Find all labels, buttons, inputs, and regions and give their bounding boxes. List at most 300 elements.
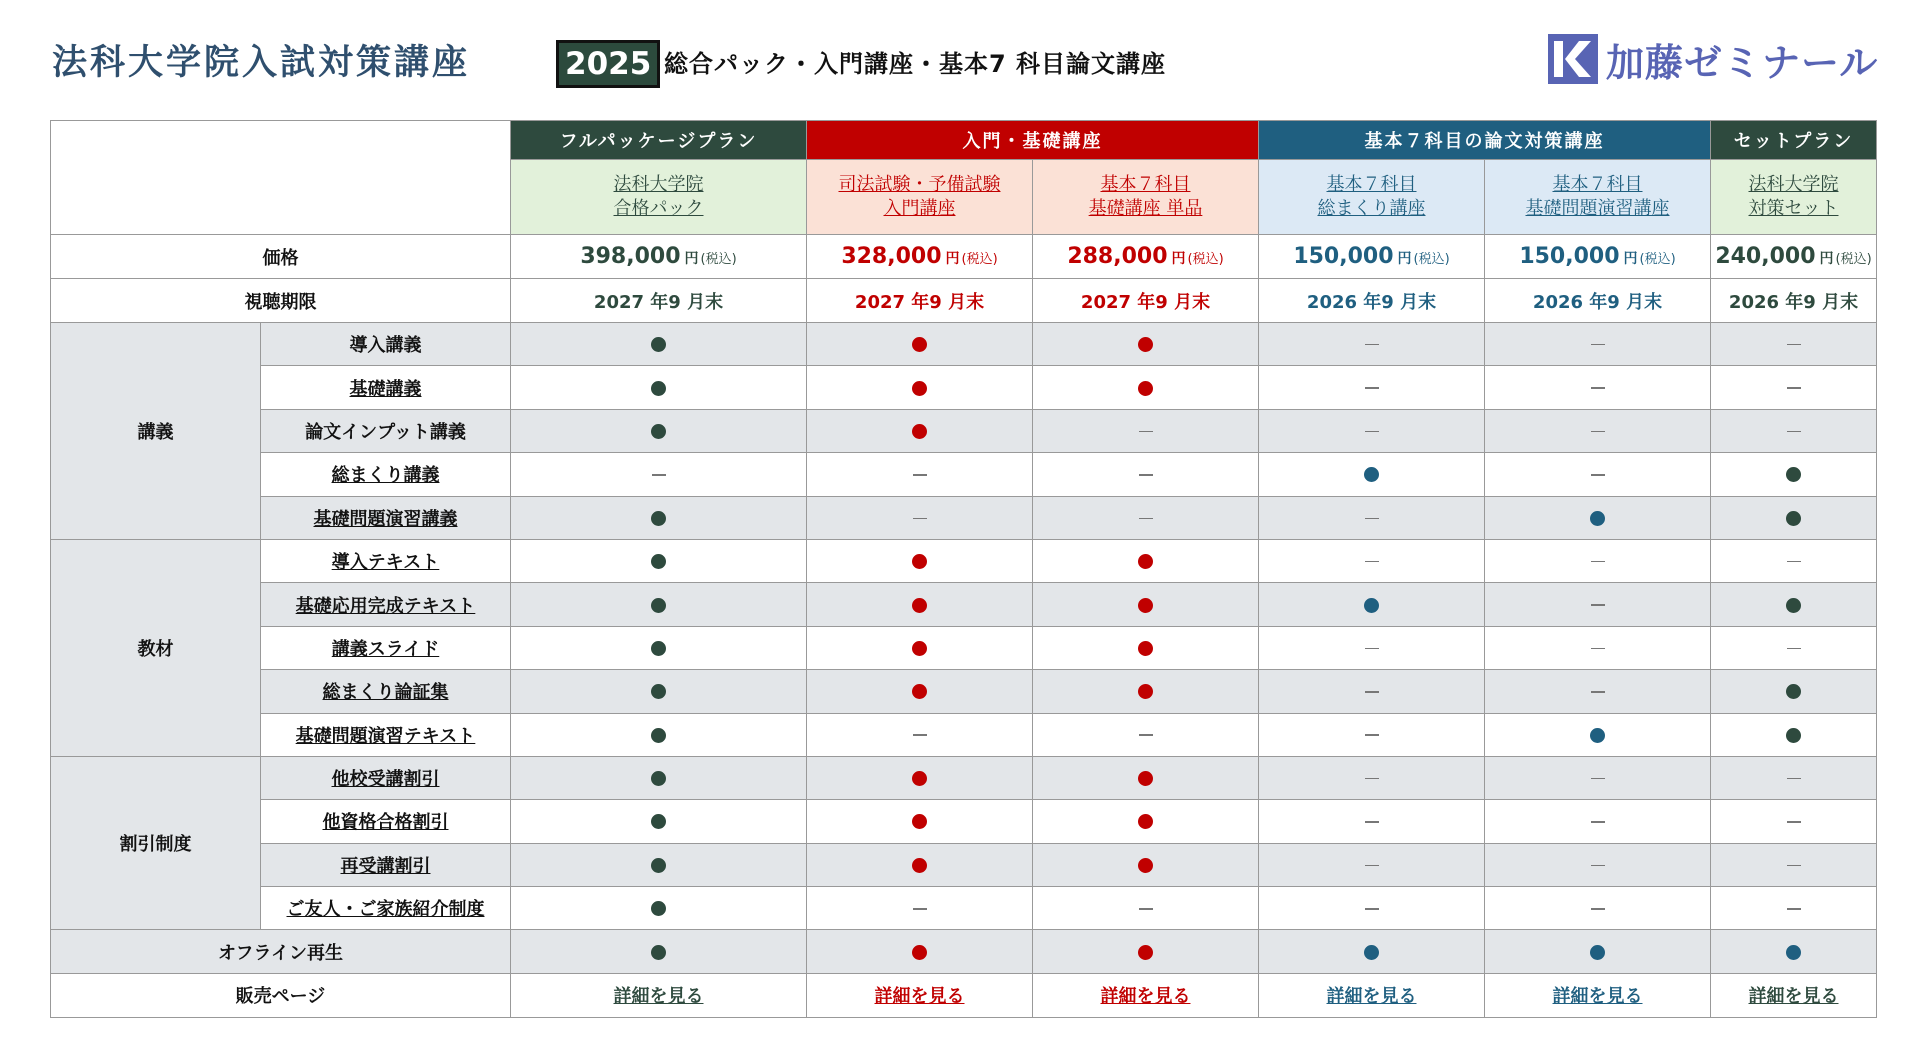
price-cell [807, 235, 1033, 279]
included-dot-icon [651, 771, 666, 786]
feature-label[interactable]: 基礎問題演習テキスト [295, 725, 476, 747]
feature-cell [1711, 583, 1877, 626]
group-header-set: セットプラン [1711, 121, 1877, 160]
not-included-dash-icon [1365, 821, 1379, 823]
period-label: 視聴期限 [51, 279, 511, 323]
included-dot-icon [1138, 641, 1153, 656]
included-dot-icon [651, 598, 666, 613]
included-dot-icon [1786, 728, 1801, 743]
not-included-dash-icon [1591, 865, 1605, 867]
feature-cell [1033, 800, 1259, 843]
feature-cell [807, 930, 1033, 973]
feature-row [51, 800, 1877, 843]
detail-link[interactable]: 詳細を見る [1100, 986, 1191, 1008]
included-dot-icon [1786, 945, 1801, 960]
not-included-dash-icon [1787, 648, 1801, 650]
price-cell [1711, 235, 1877, 279]
course-name-line1: 基本７科目 [1552, 174, 1643, 195]
price-tax-note: (税込) [961, 252, 998, 267]
feature-cell [1485, 756, 1711, 799]
included-dot-icon [1138, 381, 1153, 396]
feature-cell [1485, 843, 1711, 886]
course-name-line1: 法科大学院 [613, 174, 704, 195]
course-link[interactable] [614, 173, 704, 221]
feature-row [51, 453, 1877, 496]
feature-cell [1259, 930, 1485, 973]
feature-cell [1259, 713, 1485, 756]
included-dot-icon [651, 945, 666, 960]
feature-cell [1033, 409, 1259, 452]
category-label-discount: 割引制度 [51, 756, 261, 930]
feature-cell [1485, 800, 1711, 843]
not-included-dash-icon [1139, 431, 1153, 433]
price-value: 328,000 [841, 244, 942, 269]
course-name-line1: 司法試験・予備試験 [838, 174, 1001, 195]
feature-label-cell [261, 366, 511, 409]
price-value: 240,000 [1715, 244, 1816, 269]
price-cell [1485, 235, 1711, 279]
included-dot-icon [912, 381, 927, 396]
not-included-dash-icon [913, 908, 927, 910]
course-header-cell [1259, 160, 1485, 235]
included-dot-icon [912, 945, 927, 960]
feature-cell [1259, 756, 1485, 799]
included-dot-icon [1138, 814, 1153, 829]
feature-cell [1711, 930, 1877, 973]
feature-row [51, 496, 1877, 539]
feature-label[interactable]: 基礎応用完成テキスト [295, 595, 476, 617]
sales-link-cell [807, 973, 1033, 1017]
category-label-material: 教材 [51, 539, 261, 756]
not-included-dash-icon [1365, 387, 1379, 389]
page-subtitle: 総合パック・入門講座・基本7 科目論文講座 [664, 50, 1167, 78]
included-dot-icon [1590, 945, 1605, 960]
feature-label[interactable]: 他資格合格割引 [322, 812, 449, 834]
not-included-dash-icon [1365, 908, 1379, 910]
feature-cell [1711, 366, 1877, 409]
price-tax-note: (税込) [1835, 252, 1872, 267]
included-dot-icon [912, 771, 927, 786]
course-header-cell [807, 160, 1033, 235]
period-cell: 2027 年9 月末 [807, 279, 1033, 323]
included-dot-icon [912, 814, 927, 829]
not-included-dash-icon [1787, 778, 1801, 780]
price-unit: 円 [1397, 251, 1412, 267]
feature-cell [1485, 626, 1711, 669]
feature-cell [1033, 583, 1259, 626]
feature-cell [1033, 670, 1259, 713]
feature-cell [1259, 670, 1485, 713]
feature-cell [807, 670, 1033, 713]
feature-cell [1259, 366, 1485, 409]
not-included-dash-icon [1591, 691, 1605, 693]
not-included-dash-icon [1787, 865, 1801, 867]
feature-row [51, 366, 1877, 409]
feature-cell [1259, 323, 1485, 366]
feature-cell [807, 756, 1033, 799]
feature-label[interactable]: 他校受講割引 [331, 769, 440, 791]
blank-header-cell [51, 121, 511, 235]
feature-cell [1259, 626, 1485, 669]
included-dot-icon [912, 858, 927, 873]
included-dot-icon [651, 728, 666, 743]
feature-cell [1259, 583, 1485, 626]
feature-cell [1259, 843, 1485, 886]
included-dot-icon [1138, 771, 1153, 786]
included-dot-icon [1590, 728, 1605, 743]
feature-cell [1259, 800, 1485, 843]
feature-cell [1033, 713, 1259, 756]
not-included-dash-icon [1591, 821, 1605, 823]
course-header-cell [1711, 160, 1877, 235]
feature-cell [1033, 626, 1259, 669]
included-dot-icon [912, 641, 927, 656]
course-header-cell [511, 160, 807, 235]
feature-label[interactable]: 導入テキスト [331, 552, 440, 574]
feature-row [51, 756, 1877, 799]
feature-cell [1033, 539, 1259, 582]
not-included-dash-icon [913, 518, 927, 520]
not-included-dash-icon [1787, 561, 1801, 563]
feature-cell [1485, 713, 1711, 756]
included-dot-icon [651, 684, 666, 699]
feature-cell [1033, 366, 1259, 409]
feature-cell [511, 800, 807, 843]
feature-row [51, 670, 1877, 713]
logo-mark-icon [1548, 34, 1598, 84]
feature-label-cell [261, 539, 511, 582]
feature-label-cell [261, 453, 511, 496]
feature-label[interactable]: 再受講割引 [340, 855, 431, 877]
not-included-dash-icon [1365, 734, 1379, 736]
included-dot-icon [651, 424, 666, 439]
price-cell [1033, 235, 1259, 279]
sales-link-cell [1033, 973, 1259, 1017]
feature-cell [1033, 887, 1259, 930]
feature-label[interactable]: 基礎問題演習講義 [313, 508, 458, 530]
feature-cell [1711, 843, 1877, 886]
price-tax-note: (税込) [1413, 252, 1450, 267]
included-dot-icon [1786, 467, 1801, 482]
offline-row [51, 930, 1877, 973]
course-name-line1: 法科大学院 [1748, 174, 1839, 195]
feature-row [51, 323, 1877, 366]
sales-row [51, 973, 1877, 1017]
feature-cell [1711, 626, 1877, 669]
feature-cell [1485, 930, 1711, 973]
price-unit: 円 [1171, 251, 1186, 267]
price-tax-note: (税込) [1187, 252, 1224, 267]
not-included-dash-icon [1365, 865, 1379, 867]
not-included-dash-icon [1787, 344, 1801, 346]
not-included-dash-icon [1591, 431, 1605, 433]
feature-cell [511, 539, 807, 582]
price-tax-note: (税込) [700, 252, 737, 267]
group-header-intro: 入門・基礎講座 [807, 121, 1259, 160]
included-dot-icon [651, 337, 666, 352]
feature-cell [511, 713, 807, 756]
sales-link-cell [1485, 973, 1711, 1017]
not-included-dash-icon [1139, 734, 1153, 736]
not-included-dash-icon [1365, 561, 1379, 563]
course-link[interactable] [1089, 173, 1203, 221]
feature-cell [1711, 496, 1877, 539]
included-dot-icon [912, 337, 927, 352]
not-included-dash-icon [1591, 344, 1605, 346]
feature-cell [807, 409, 1033, 452]
feature-cell [511, 756, 807, 799]
feature-cell [1711, 887, 1877, 930]
not-included-dash-icon [1787, 908, 1801, 910]
feature-cell [511, 887, 807, 930]
not-included-dash-icon [1365, 778, 1379, 780]
included-dot-icon [651, 858, 666, 873]
included-dot-icon [1786, 684, 1801, 699]
not-included-dash-icon [913, 474, 927, 476]
course-link[interactable] [1318, 173, 1426, 221]
included-dot-icon [1138, 684, 1153, 699]
included-dot-icon [1364, 945, 1379, 960]
course-link[interactable] [1749, 173, 1839, 221]
feature-cell [1259, 409, 1485, 452]
feature-row [51, 887, 1877, 930]
feature-cell [511, 930, 807, 973]
sales-link-cell [511, 973, 807, 1017]
course-name-line2: 入門講座 [883, 198, 956, 219]
included-dot-icon [1786, 598, 1801, 613]
course-name-line2: 総まくり講座 [1317, 198, 1426, 219]
feature-label-cell [261, 670, 511, 713]
included-dot-icon [1786, 511, 1801, 526]
feature-cell [807, 626, 1033, 669]
course-name-line2: 対策セット [1748, 198, 1839, 219]
feature-cell [807, 496, 1033, 539]
feature-cell [1033, 843, 1259, 886]
feature-label-cell [261, 323, 511, 366]
feature-cell [1033, 496, 1259, 539]
price-unit: 円 [945, 251, 960, 267]
feature-cell [511, 626, 807, 669]
feature-cell [1711, 670, 1877, 713]
feature-cell [1711, 713, 1877, 756]
feature-label-cell [261, 626, 511, 669]
feature-cell [1485, 366, 1711, 409]
not-included-dash-icon [1591, 387, 1605, 389]
feature-cell [511, 453, 807, 496]
period-cell: 2027 年9 月末 [511, 279, 807, 323]
feature-cell [1259, 887, 1485, 930]
feature-cell [1485, 887, 1711, 930]
price-cell [1259, 235, 1485, 279]
feature-cell [807, 583, 1033, 626]
offline-label: オフライン再生 [51, 930, 511, 973]
not-included-dash-icon [1365, 691, 1379, 693]
feature-cell [1259, 453, 1485, 496]
feature-label: 論文インプット講義 [305, 421, 466, 443]
group-header-full: フルパッケージプラン [511, 121, 807, 160]
feature-cell [1711, 756, 1877, 799]
feature-cell [1485, 670, 1711, 713]
included-dot-icon [1138, 858, 1153, 873]
logo-text: 加藤ゼミナール [1606, 40, 1879, 85]
price-value: 150,000 [1519, 244, 1620, 269]
price-label: 価格 [51, 235, 511, 279]
period-cell: 2026 年9 月末 [1485, 279, 1711, 323]
feature-cell [511, 496, 807, 539]
course-link[interactable] [1526, 173, 1670, 221]
included-dot-icon [912, 598, 927, 613]
feature-label-cell [261, 843, 511, 886]
included-dot-icon [1138, 598, 1153, 613]
logo[interactable] [1548, 32, 1878, 86]
period-cell: 2026 年9 月末 [1259, 279, 1485, 323]
included-dot-icon [651, 641, 666, 656]
feature-cell [807, 323, 1033, 366]
included-dot-icon [651, 901, 666, 916]
feature-cell [511, 843, 807, 886]
detail-link[interactable]: 詳細を見る [1552, 986, 1643, 1008]
feature-cell [1033, 453, 1259, 496]
detail-link[interactable]: 詳細を見る [1748, 986, 1839, 1008]
price-unit: 円 [1623, 251, 1638, 267]
course-name-line1: 基本７科目 [1326, 174, 1417, 195]
detail-link[interactable]: 詳細を見る [613, 986, 704, 1008]
included-dot-icon [912, 684, 927, 699]
feature-label-cell [261, 756, 511, 799]
not-included-dash-icon [1787, 821, 1801, 823]
course-name-line1: 基本７科目 [1100, 174, 1191, 195]
not-included-dash-icon [1365, 431, 1379, 433]
feature-row [51, 583, 1877, 626]
not-included-dash-icon [913, 734, 927, 736]
feature-cell [1711, 800, 1877, 843]
feature-cell [1259, 496, 1485, 539]
feature-cell [1033, 323, 1259, 366]
feature-label-cell [261, 409, 511, 452]
feature-cell [807, 366, 1033, 409]
feature-label[interactable]: ご友人・ご家族紹介制度 [286, 899, 485, 921]
feature-cell [807, 539, 1033, 582]
course-header-cell [1033, 160, 1259, 235]
feature-row [51, 539, 1877, 582]
feature-cell [1485, 323, 1711, 366]
included-dot-icon [1364, 598, 1379, 613]
not-included-dash-icon [1591, 908, 1605, 910]
feature-label-cell [261, 800, 511, 843]
included-dot-icon [651, 381, 666, 396]
comparison-table [50, 120, 1877, 1018]
feature-cell [1711, 323, 1877, 366]
year-badge: 2025 [556, 40, 660, 88]
not-included-dash-icon [1591, 474, 1605, 476]
feature-cell [1485, 409, 1711, 452]
feature-row [51, 409, 1877, 452]
included-dot-icon [1138, 554, 1153, 569]
course-name-line2: 合格パック [613, 198, 704, 219]
feature-label-cell [261, 496, 511, 539]
included-dot-icon [651, 511, 666, 526]
page-title: 法科大学院入試対策講座 [52, 43, 471, 83]
feature-cell [511, 366, 807, 409]
price-value: 288,000 [1067, 244, 1168, 269]
not-included-dash-icon [1591, 604, 1605, 606]
included-dot-icon [1138, 337, 1153, 352]
not-included-dash-icon [1365, 648, 1379, 650]
not-included-dash-icon [1365, 344, 1379, 346]
not-included-dash-icon [1787, 431, 1801, 433]
feature-cell [1033, 756, 1259, 799]
sales-link-cell [1259, 973, 1485, 1017]
category-label-lecture: 講義 [51, 323, 261, 540]
course-name-line2: 基礎問題演習講座 [1525, 198, 1670, 219]
feature-cell [1711, 539, 1877, 582]
not-included-dash-icon [1591, 561, 1605, 563]
not-included-dash-icon [1365, 518, 1379, 520]
feature-label-cell [261, 887, 511, 930]
sales-label: 販売ページ [51, 973, 511, 1017]
course-header-cell [1485, 160, 1711, 235]
not-included-dash-icon [1139, 908, 1153, 910]
group-header-ronbun: 基本７科目の論文対策講座 [1259, 121, 1711, 160]
feature-cell [807, 453, 1033, 496]
course-link[interactable] [839, 173, 1001, 221]
not-included-dash-icon [1787, 387, 1801, 389]
feature-label: 導入講義 [349, 335, 422, 357]
price-tax-note: (税込) [1639, 252, 1676, 267]
feature-cell [807, 843, 1033, 886]
feature-label[interactable]: 基礎講義 [349, 378, 422, 400]
feature-row [51, 713, 1877, 756]
feature-cell [511, 583, 807, 626]
not-included-dash-icon [1139, 474, 1153, 476]
feature-cell [511, 323, 807, 366]
price-unit: 円 [1819, 251, 1834, 267]
price-cell [511, 235, 807, 279]
feature-cell [1485, 583, 1711, 626]
included-dot-icon [1364, 467, 1379, 482]
price-value: 398,000 [580, 244, 681, 269]
period-cell: 2027 年9 月末 [1033, 279, 1259, 323]
period-cell: 2026 年9 月末 [1711, 279, 1877, 323]
feature-cell [511, 670, 807, 713]
feature-row [51, 843, 1877, 886]
included-dot-icon [912, 424, 927, 439]
course-name-line2: 基礎講座 単品 [1088, 198, 1203, 219]
feature-cell [1485, 539, 1711, 582]
included-dot-icon [1138, 945, 1153, 960]
included-dot-icon [1590, 511, 1605, 526]
feature-label[interactable]: 総まくり論証集 [322, 682, 449, 704]
included-dot-icon [651, 554, 666, 569]
feature-label-cell [261, 713, 511, 756]
detail-link[interactable]: 詳細を見る [1326, 986, 1417, 1008]
price-value: 150,000 [1293, 244, 1394, 269]
feature-cell [1711, 453, 1877, 496]
feature-cell [1711, 409, 1877, 452]
included-dot-icon [912, 554, 927, 569]
feature-cell [1033, 930, 1259, 973]
sales-link-cell [1711, 973, 1877, 1017]
detail-link[interactable]: 詳細を見る [874, 986, 965, 1008]
not-included-dash-icon [652, 474, 666, 476]
included-dot-icon [651, 814, 666, 829]
not-included-dash-icon [1591, 648, 1605, 650]
not-included-dash-icon [1591, 778, 1605, 780]
feature-label[interactable]: 講義スライド [331, 638, 440, 660]
feature-cell [511, 409, 807, 452]
price-unit: 円 [684, 251, 699, 267]
feature-label[interactable]: 総まくり講義 [331, 465, 440, 487]
